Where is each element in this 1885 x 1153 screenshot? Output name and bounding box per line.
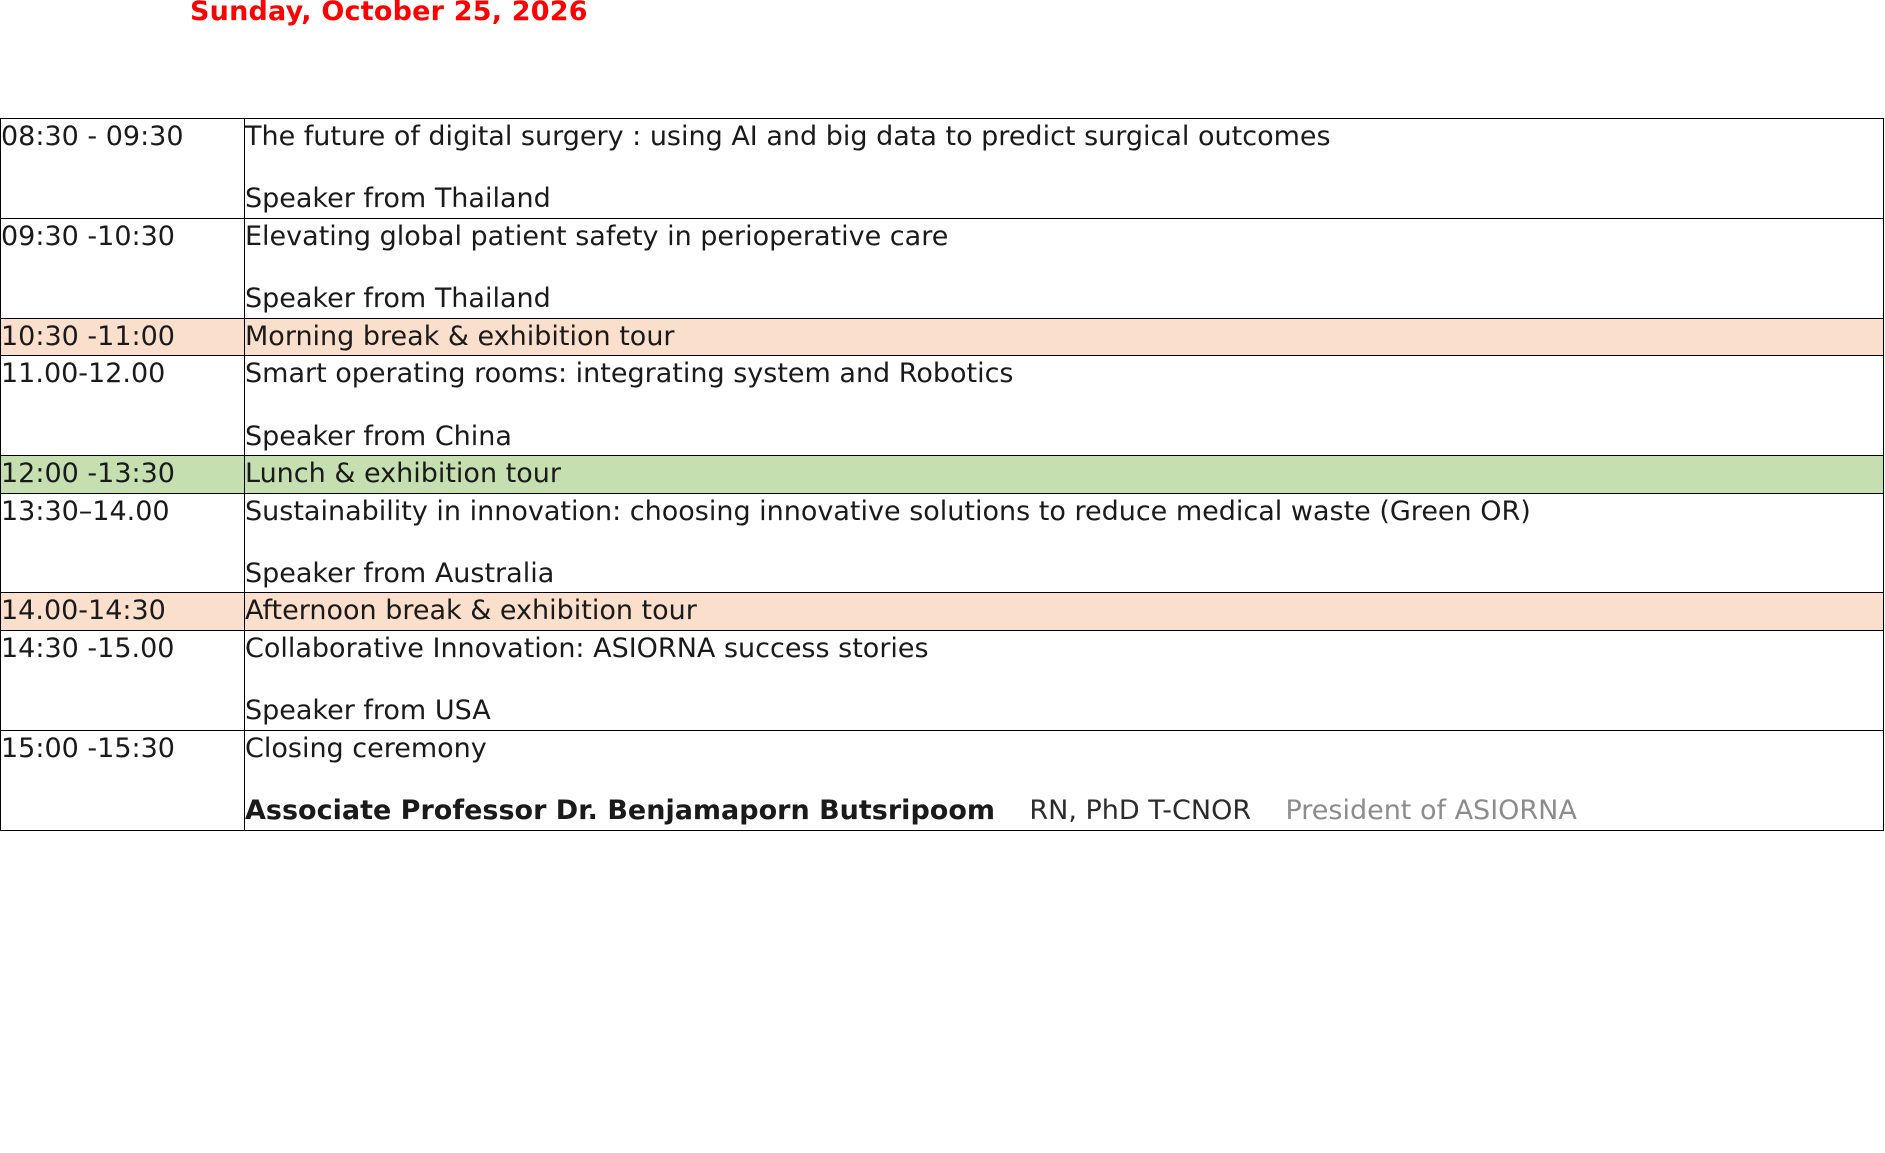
closing-speaker-role: President of ASIORNA bbox=[1285, 795, 1577, 827]
session-time: 14.00-14:30 bbox=[1, 593, 245, 630]
closing-speaker bbox=[245, 793, 1883, 829]
session-time: 15:00 -15:30 bbox=[1, 730, 245, 830]
session-time: 14:30 -15.00 bbox=[1, 630, 245, 730]
session-title: Closing ceremony bbox=[245, 732, 487, 764]
agenda-table bbox=[0, 118, 1884, 831]
session-description bbox=[245, 456, 1884, 493]
session-description bbox=[245, 318, 1884, 355]
session-description bbox=[245, 218, 1884, 318]
session-time: 09:30 -10:30 bbox=[1, 218, 245, 318]
table-row bbox=[1, 218, 1884, 318]
table-row bbox=[1, 318, 1884, 355]
session-speaker: Speaker from USA bbox=[245, 695, 491, 727]
session-time: 12:00 -13:30 bbox=[1, 456, 245, 493]
session-description bbox=[245, 593, 1884, 630]
page-title: Sunday, October 25, 2026 bbox=[190, 0, 588, 27]
session-speaker: Speaker from Thailand bbox=[245, 183, 551, 215]
closing-speaker-name: Associate Professor Dr. Benjamaporn Butsripoom bbox=[245, 795, 996, 827]
session-speaker: Speaker from Thailand bbox=[245, 283, 551, 315]
session-title: Elevating global patient safety in perioperative care bbox=[245, 220, 949, 252]
session-title: Lunch & exhibition tour bbox=[245, 458, 561, 490]
session-time: 10:30 -11:00 bbox=[1, 318, 245, 355]
session-description bbox=[245, 119, 1884, 219]
session-description bbox=[245, 730, 1884, 830]
session-time: 08:30 - 09:30 bbox=[1, 119, 245, 219]
session-speaker: Speaker from Australia bbox=[245, 557, 555, 589]
closing-speaker-credentials: RN, PhD T-CNOR bbox=[1029, 795, 1252, 827]
session-title: Collaborative Innovation: ASIORNA success stories bbox=[245, 632, 929, 664]
table-row bbox=[1, 630, 1884, 730]
table-row bbox=[1, 356, 1884, 456]
table-row bbox=[1, 493, 1884, 593]
session-description bbox=[245, 356, 1884, 456]
agenda-table-body bbox=[1, 119, 1884, 831]
table-row bbox=[1, 119, 1884, 219]
session-description bbox=[245, 630, 1884, 730]
session-title: Afternoon break & exhibition tour bbox=[245, 595, 697, 627]
table-row bbox=[1, 456, 1884, 493]
session-description bbox=[245, 493, 1884, 593]
table-row bbox=[1, 730, 1884, 830]
table-row bbox=[1, 593, 1884, 630]
session-time: 13:30–14.00 bbox=[1, 493, 245, 593]
session-speaker: Speaker from China bbox=[245, 420, 512, 452]
session-title: Sustainability in innovation: choosing innovative solutions to reduce medical waste (Green OR) bbox=[245, 495, 1531, 527]
session-title: Smart operating rooms: integrating system and Robotics bbox=[245, 358, 1014, 390]
session-title: The future of digital surgery : using AI and big data to predict surgical outcomes bbox=[245, 121, 1331, 152]
session-time: 11.00-12.00 bbox=[1, 356, 245, 456]
session-title: Morning break & exhibition tour bbox=[245, 320, 675, 352]
